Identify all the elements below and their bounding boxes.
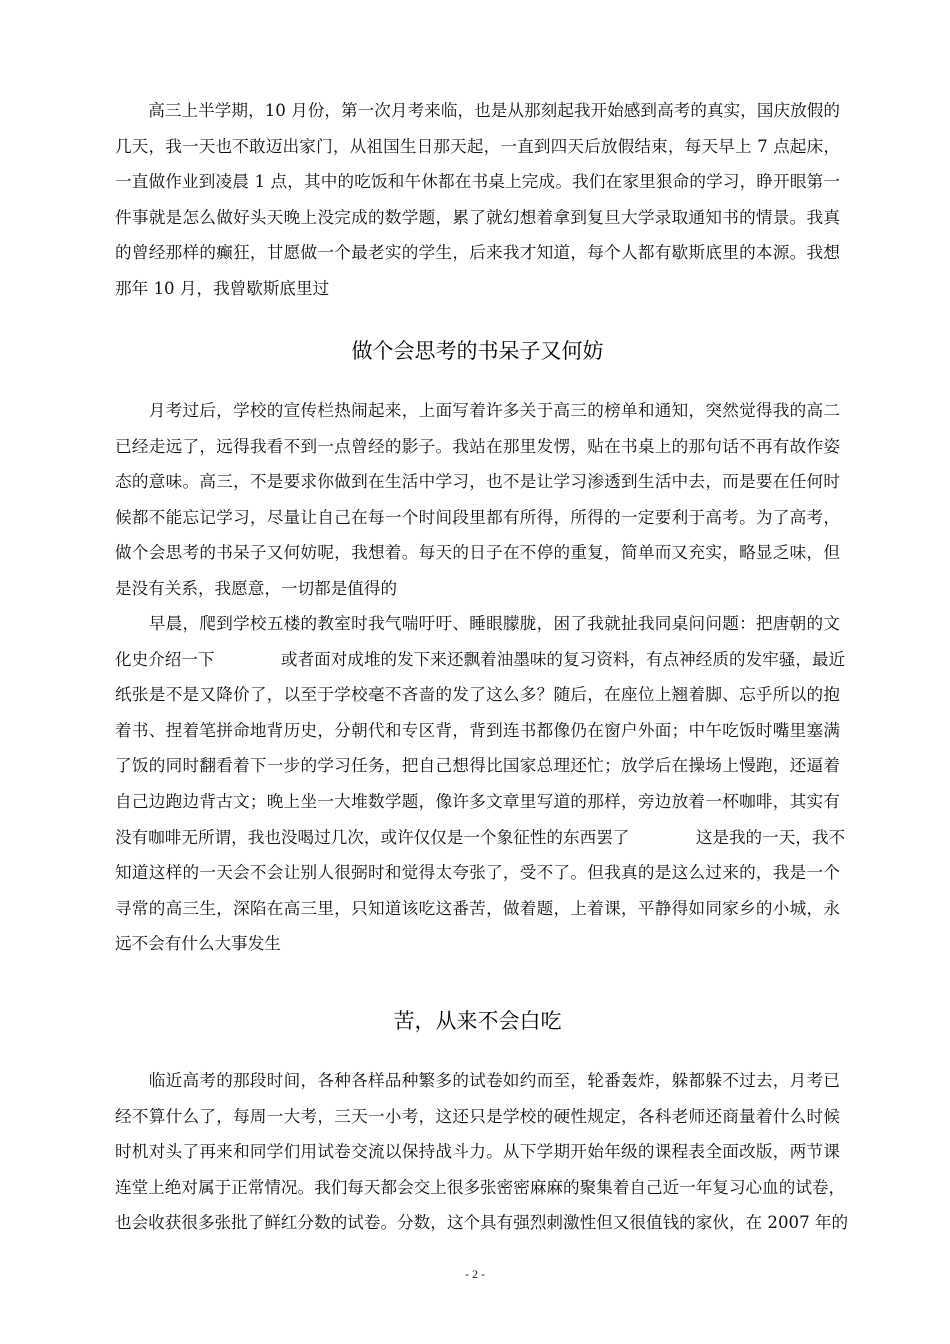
section-heading: 做个会思考的书呆子又何妨 bbox=[351, 339, 604, 363]
text-line: 时机对头了再来和同学们用试卷交流以保持战斗力。从下学期开始年级的课程表全面改版，两节课 bbox=[115, 1142, 840, 1162]
text-line: 候都不能忘记学习，尽量让自己在每一个时间段里都有所得，所得的一定要利于高考。为了高考， bbox=[115, 507, 840, 527]
page-number: - 2 - bbox=[465, 1267, 485, 1281]
text-line: 早晨，爬到学校五楼的教室时我气喘吁吁、睡眼朦胧，困了我就扯我同桌问问题：把唐朝的文 bbox=[115, 614, 840, 633]
text-line: 没有咖啡无所谓，我也没喝过几次，或许仅仅是一个象征性的东西罢了 这是我的一天，我不 bbox=[115, 827, 846, 847]
text-line: 了饭的同时翻看着下一步的学习任务，把自己想得比国家总理还忙；放学后在操场上慢跑，还逼着 bbox=[115, 756, 840, 776]
text-line: 自己边跑边背古文；晚上坐一大堆数学题，像许多文章里写道的那样，旁边放着一杯咖啡，其实有 bbox=[115, 791, 840, 811]
text-line: 经不算什么了，每周一大考，三天一小考，这还只是学校的硬性规定，各科老师还商量着什么时候 bbox=[115, 1106, 840, 1126]
text-line: 纸张是不是又降价了，以至于学校毫不吝啬的发了这么多？随后，在座位上翘着脚、忘乎所以的抱 bbox=[115, 685, 840, 705]
text-line: 远不会有什么大事发生 bbox=[115, 934, 281, 954]
text-line: 寻常的高三生，深陷在高三里，只知道该吃这番苦，做着题，上着课，平静得如同家乡的小城，永 bbox=[115, 898, 840, 918]
paragraph-4 bbox=[115, 1063, 849, 1241]
text-line: 一直做作业到凌晨 1 点，其中的吃饭和午休都在书桌上完成。我们在家里狠命的学习，睁开眼第一 bbox=[115, 172, 840, 192]
text-line: 着书、捏着笔拼命地背历史，分朝代和专区背，背到连书都像仍在窗户外面；中午吃饭时嘴里塞满 bbox=[115, 720, 840, 740]
text-line: 那年 10 月，我曾歇斯底里过 bbox=[115, 278, 330, 298]
section-heading: 苦，从来不会白吃 bbox=[393, 1009, 562, 1033]
text-line: 高三上半学期，10 月份，第一次月考来临，也是从那刻起我开始感到高考的真实，国庆放假的 bbox=[115, 101, 840, 120]
text-line: 临近高考的那段时间，各种各样品种繁多的试卷如约而至，轮番轰炸，躲都躲不过去，月考已 bbox=[115, 1071, 840, 1090]
text-line: 化史介绍一下 或者面对成堆的发下来还飘着油墨味的复习资料，有点神经质的发牢骚，最近 bbox=[115, 649, 846, 669]
paragraph-3 bbox=[115, 606, 846, 962]
text-line: 知道这样的一天会不会让别人很弼时和觉得太夸张了，受不了。但我真的是这么过来的，我是一个 bbox=[115, 863, 840, 883]
paragraph-2 bbox=[115, 393, 840, 607]
text-line: 做个会思考的书呆子又何妨呢，我想着。每天的日子在不停的重复，简单而又充实，略显乏味，但 bbox=[115, 543, 840, 563]
text-line: 态的意味。高三，不是要求你做到在生活中学习，也不是让学习渗透到生活中去，而是要在任何时 bbox=[115, 472, 840, 492]
text-line: 已经走远了，远得我看不到一点曾经的影子。我站在那里发愣，贴在书桌上的那句话不再有故作姿 bbox=[115, 436, 840, 456]
text-line: 的曾经那样的癫狂，甘愿做一个最老实的学生，后来我才知道，每个人都有歇斯底里的本源。我想 bbox=[115, 243, 840, 263]
text-line: 月考过后，学校的宣传栏热闹起来，上面写着许多关于高三的榜单和通知，突然觉得我的高二 bbox=[115, 401, 840, 420]
text-line: 是没有关系，我愿意，一切都是值得的 bbox=[115, 578, 398, 598]
text-line: 连堂上绝对属于正常情况。我们每天都会交上很多张密密麻麻的聚集着自己近一年复习心血的试卷， bbox=[115, 1177, 846, 1197]
text-line: 件事就是怎么做好头天晚上没完成的数学题，累了就幻想着拿到复旦大学录取通知书的情景。我真 bbox=[115, 207, 840, 227]
text-line: 几天，我一天也不敢迈出家门，从祖国生日那天起，一直到四天后放假结束，每天早上 7 点起床， bbox=[115, 136, 840, 156]
text-line: 也会收获很多张批了鲜红分数的试卷。分数，这个具有强烈刺激性但又很值钱的家伙，在 2007 年的 bbox=[115, 1213, 849, 1233]
paragraph-1 bbox=[115, 93, 840, 307]
